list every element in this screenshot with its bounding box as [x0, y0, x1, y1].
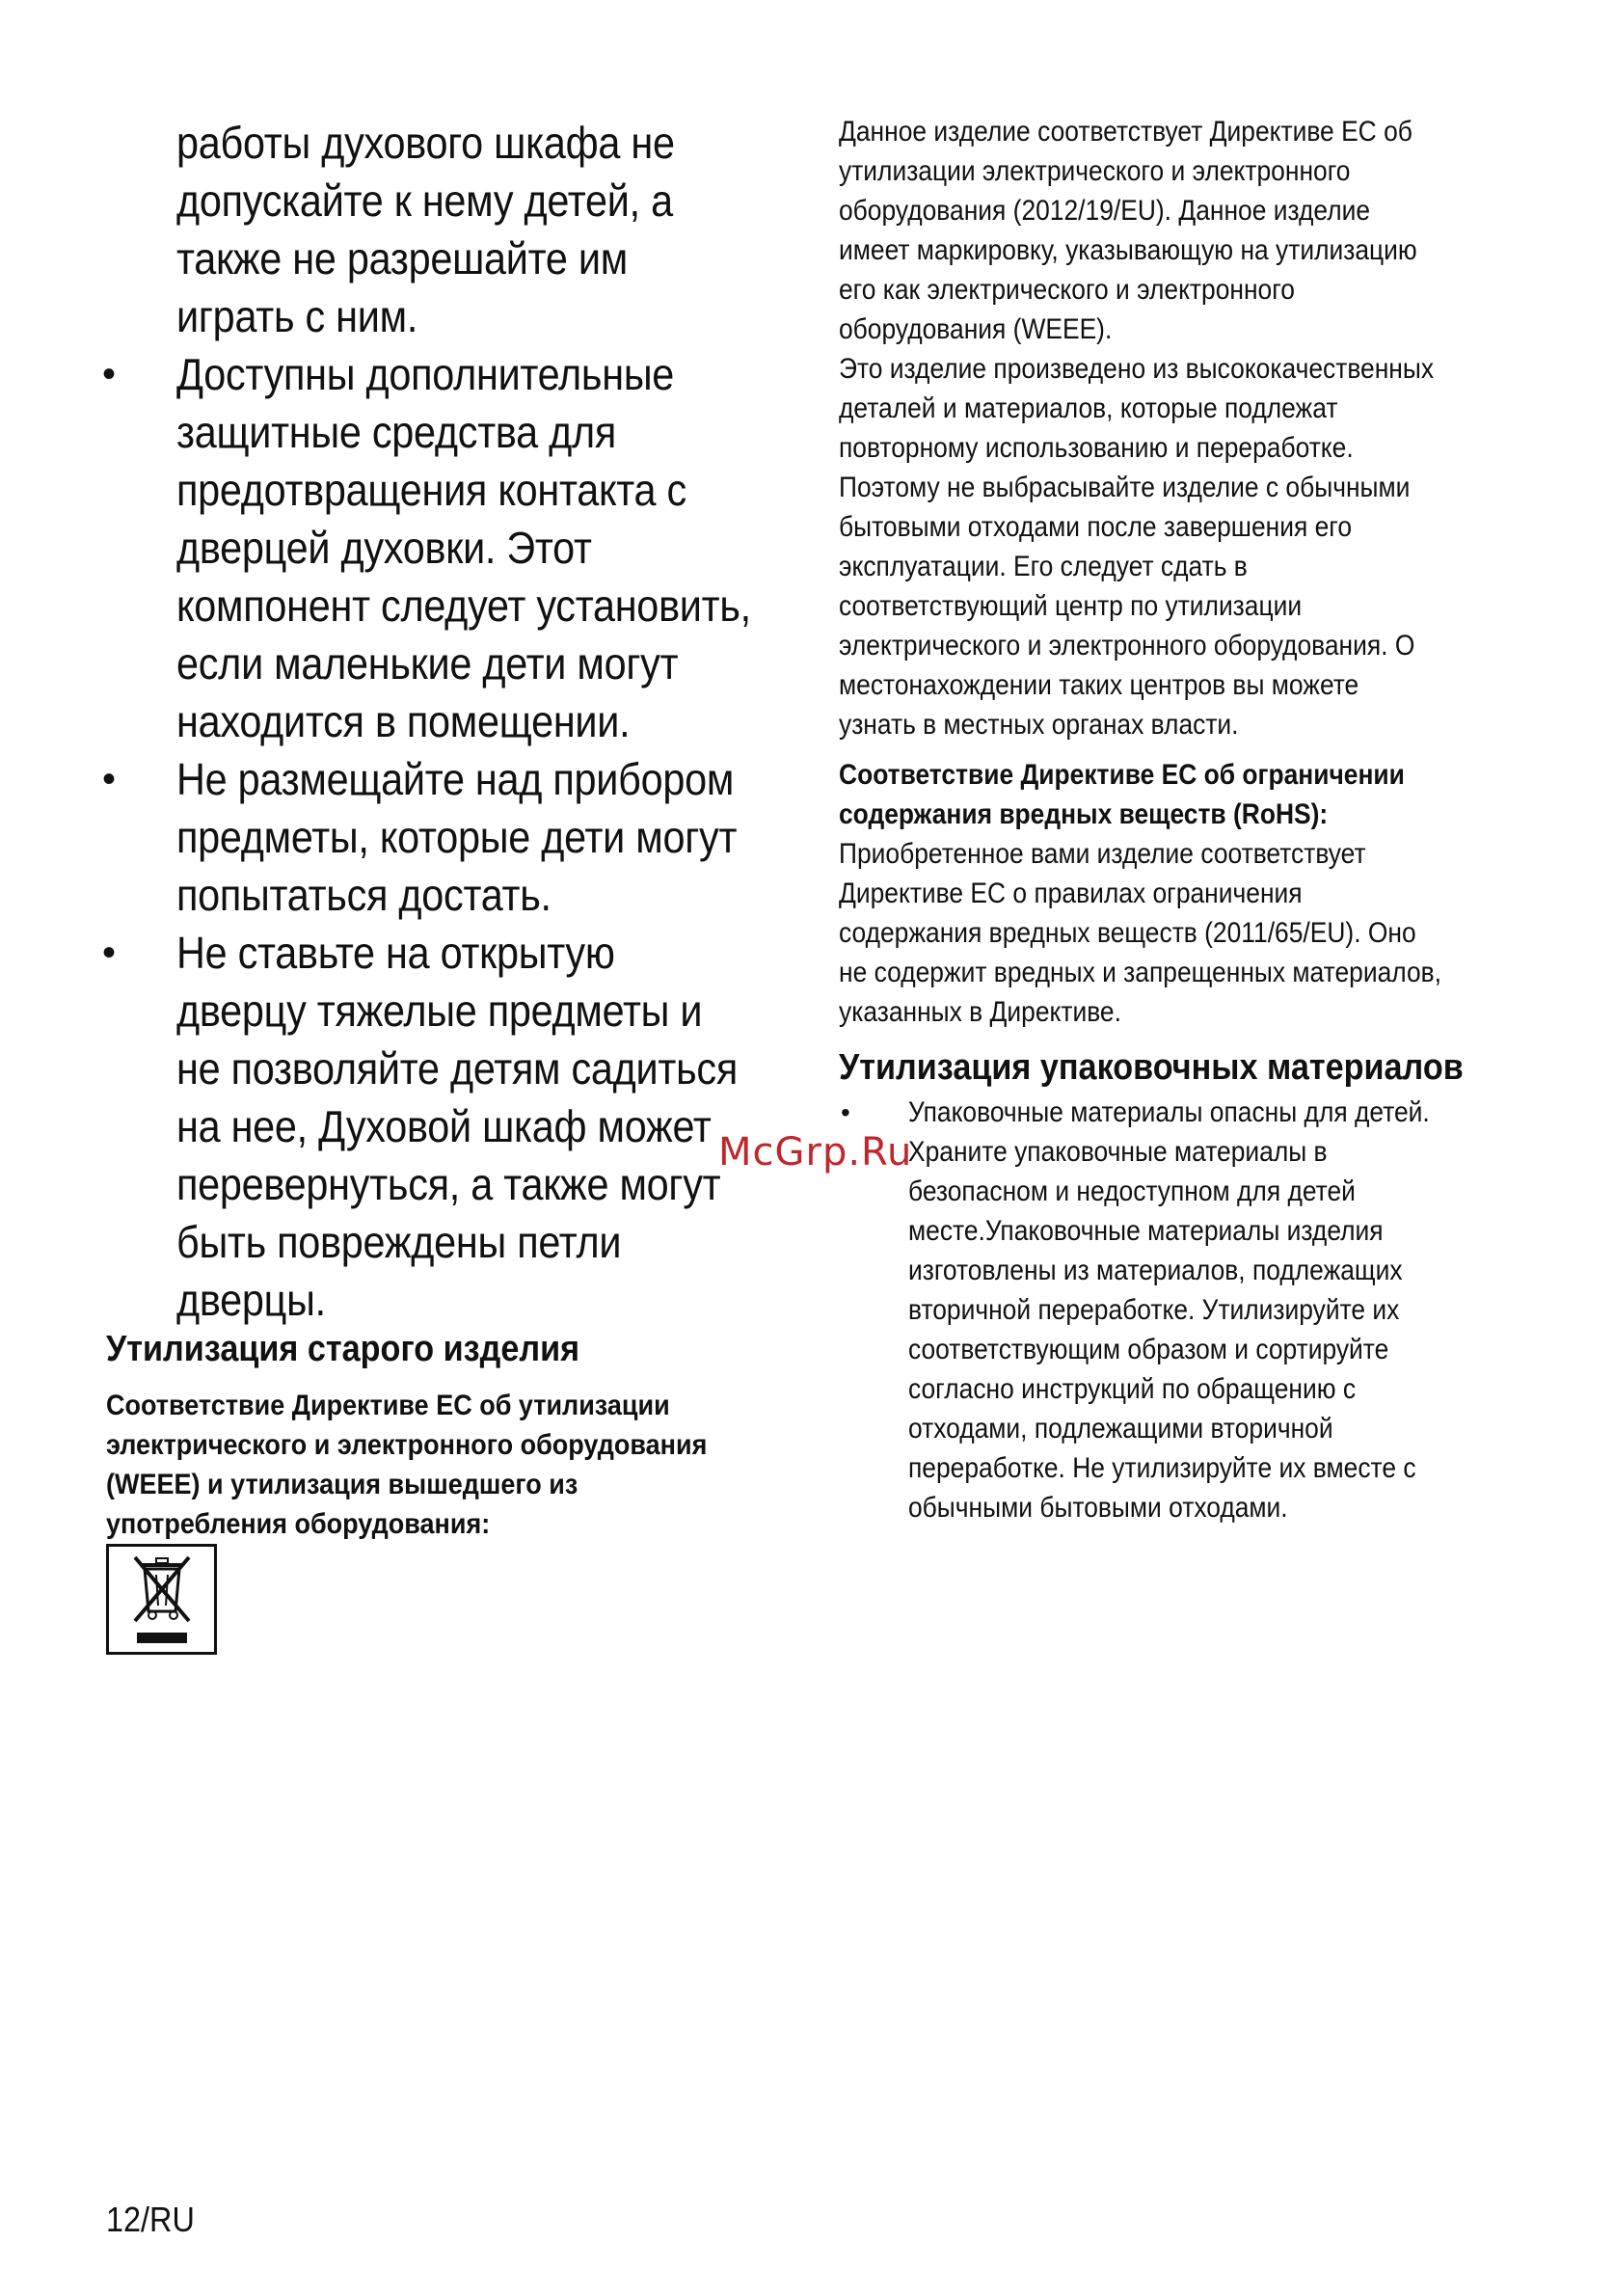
weee-paragraph-line: электрического и электронного оборудования. О	[839, 630, 1415, 662]
packaging-line: Храните упаковочные материалы в	[908, 1136, 1328, 1168]
packaging-line: изготовлены из материалов, подлежащих	[908, 1255, 1403, 1286]
bold-paragraph-line: Соответствие Директиве ЕС об утилизации	[106, 1390, 670, 1421]
weee-paragraph-line: утилизации электрического и электронного	[839, 155, 1351, 187]
paragraph-line: допускайте к нему детей, а	[176, 176, 673, 226]
rohs-paragraph-line: содержания вредных веществ (2011/65/EU). Оно	[839, 917, 1416, 949]
weee-paragraph-line: оборудования (WEEE).	[839, 313, 1113, 345]
bullet-marker: •	[841, 1097, 850, 1127]
bullet-line: дверцы.	[176, 1275, 326, 1325]
packaging-line: безопасном и недоступном для детей	[908, 1175, 1356, 1207]
bullet-line: предметы, которые дети могут	[176, 812, 738, 862]
bullet-line: быть повреждены петли	[176, 1217, 622, 1267]
rohs-paragraph-line: Директиве ЕС о правилах ограничения	[839, 878, 1303, 909]
rohs-heading-line: Соответствие Директиве ЕС об ограничении	[839, 759, 1405, 791]
bullet-line: Доступны дополнительные	[176, 349, 675, 399]
weee-paragraph-line: повторному использованию и переработке.	[839, 432, 1354, 464]
bullet-line: компонент следует установить,	[176, 581, 751, 631]
bullet-line: если маленькие дети могут	[176, 638, 679, 689]
packaging-line: обычными бытовыми отходами.	[908, 1492, 1288, 1524]
weee-paragraph-line: Это изделие произведено из высококачественных	[839, 353, 1435, 385]
paragraph-line: также не разрешайте им	[176, 233, 628, 284]
weee-paragraph-line: бытовыми отходами после завершения его	[839, 511, 1353, 543]
bullet-line: попытаться достать.	[176, 870, 551, 920]
rohs-paragraph-line: указанных в Директиве.	[839, 996, 1121, 1028]
paragraph-line: играть с ним.	[176, 291, 418, 341]
bullet-marker: •	[102, 758, 117, 800]
bold-paragraph-line: электрического и электронного оборудования	[106, 1429, 708, 1461]
weee-paragraph-line: соответствующий центр по утилизации	[839, 590, 1303, 622]
weee-paragraph-line: его как электрического и электронного	[839, 274, 1295, 306]
bullet-line: перевернуться, а также могут	[176, 1159, 721, 1209]
weee-paragraph-line: оборудования (2012/19/EU). Данное изделие	[839, 195, 1371, 227]
bullet-marker: •	[102, 353, 117, 395]
bold-paragraph-line: (WEEE) и утилизация вышедшего из	[106, 1469, 578, 1500]
rohs-paragraph-line: не содержит вредных и запрещенных материалов,	[839, 957, 1441, 988]
packaging-line: согласно инструкций по обращению с	[908, 1373, 1357, 1405]
packaging-line: переработке. Не утилизируйте их вместе с	[908, 1452, 1416, 1484]
rohs-heading-line: содержания вредных веществ (RoHS):	[839, 798, 1329, 830]
packaging-line: месте.Упаковочные материалы изделия	[908, 1215, 1384, 1247]
watermark: McGrp.Ru	[718, 1130, 913, 1175]
bullet-line: Не размещайте над прибором	[176, 754, 735, 804]
bullet-line: защитные средства для	[176, 407, 617, 457]
weee-paragraph-line: местонахождении таких центров вы можете	[839, 669, 1359, 701]
packaging-line: вторичной переработке. Утилизируйте их	[908, 1294, 1400, 1326]
bullet-line: находится в помещении.	[176, 696, 631, 746]
page-number: 12/RU	[106, 2200, 195, 2239]
bullet-line: Не ставьте на открытую	[176, 928, 615, 978]
packaging-line: соответствующим образом и сортируйте	[908, 1334, 1389, 1365]
weee-paragraph-line: деталей и материалов, которые подлежат	[839, 392, 1338, 424]
weee-paragraph-line: имеет маркировку, указывающую на утилизацию	[839, 234, 1417, 266]
rohs-paragraph-line: Приобретенное вами изделие соответствует	[839, 838, 1366, 870]
section-heading-packaging: Утилизация упаковочных материалов	[839, 1047, 1464, 1088]
section-heading-old-product: Утилизация старого изделия	[106, 1329, 580, 1369]
bold-paragraph-line: употребления оборудования:	[106, 1508, 491, 1540]
bullet-line: не позволяйте детям садиться	[176, 1043, 738, 1094]
weee-paragraph-line: узнать в местных органах власти.	[839, 709, 1239, 741]
bullet-line: предотвращения контакта с	[176, 465, 686, 515]
crossed-out-wheelie-bin-icon	[106, 1544, 217, 1655]
weee-paragraph-line: эксплуатации. Его следует сдать в	[839, 551, 1248, 582]
paragraph-line: работы духового шкафа не	[176, 118, 675, 168]
bullet-marker: •	[102, 932, 117, 974]
weee-paragraph-line: Поэтому не выбрасывайте изделие с обычными	[839, 472, 1411, 503]
bullet-line: на нее, Духовой шкаф может	[176, 1101, 712, 1151]
packaging-line: Упаковочные материалы опасны для детей.	[908, 1096, 1430, 1128]
weee-paragraph-line: Данное изделие соответствует Директиве ЕС об	[839, 116, 1412, 148]
packaging-line: отходами, подлежащими вторичной	[908, 1413, 1333, 1445]
bullet-line: дверцей духовки. Этот	[176, 523, 592, 573]
bullet-line: дверцу тяжелые предметы и	[176, 986, 703, 1036]
